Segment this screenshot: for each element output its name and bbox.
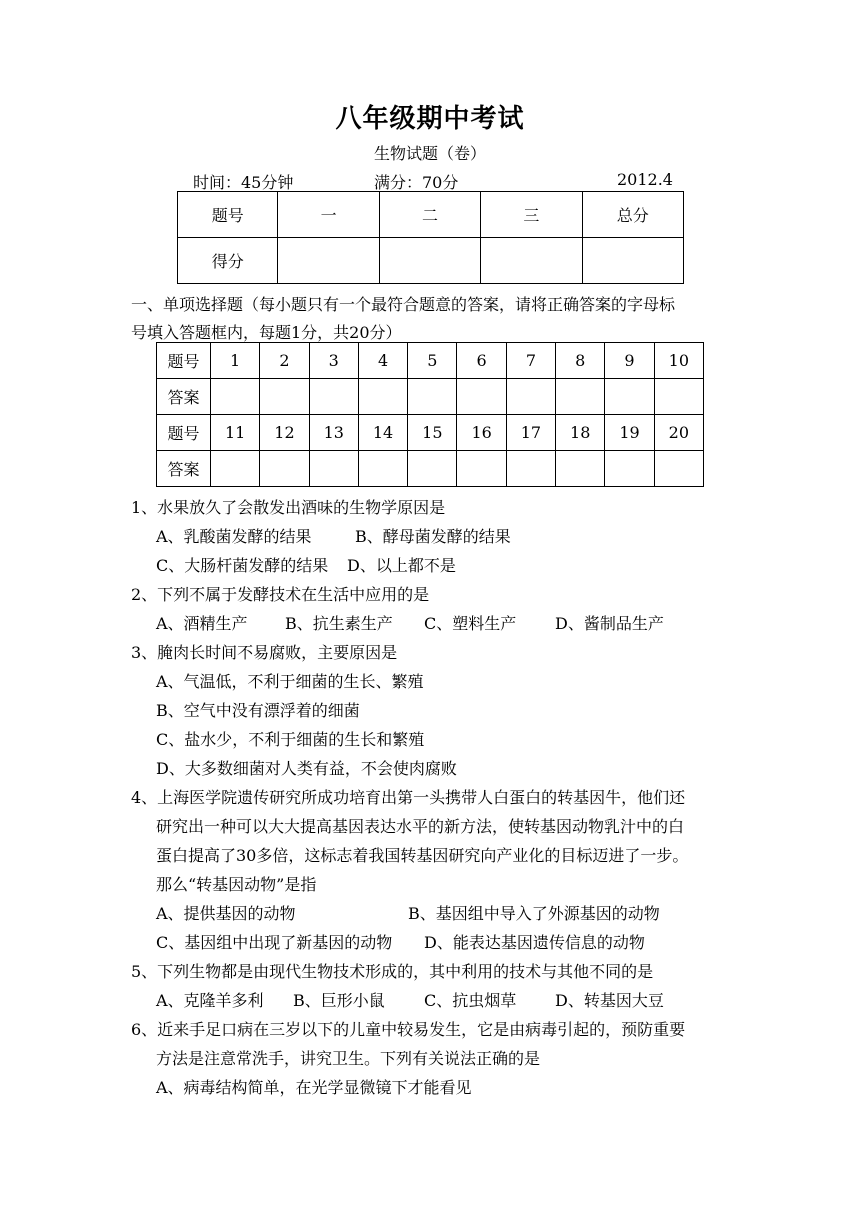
score-table-header-cell: 二 [379, 192, 480, 238]
question-number-cell: 5 [408, 343, 457, 379]
question-5-option-c: C、抗虫烟草 [424, 991, 517, 1010]
score-table-header-cell: 一 [278, 192, 379, 238]
question-4-stem-line3: 蛋白提高了30多倍，这标志着我国转基因研究向产业化的目标迈进了一步。 [156, 846, 689, 865]
answer-cell[interactable] [457, 451, 506, 487]
page-subtitle: 生物试题（卷） [373, 144, 486, 163]
answer-cell[interactable] [260, 451, 309, 487]
answer-cell[interactable] [654, 379, 703, 415]
answer-cell[interactable] [605, 451, 654, 487]
exam-full-score: 满分：70分 [374, 173, 459, 192]
exam-date: 2012.4 [617, 170, 673, 189]
question-4-option-d: D、能表达基因遗传信息的动物 [424, 933, 645, 952]
score-cell[interactable] [481, 238, 582, 284]
question-5-stem: 5、下列生物都是由现代生物技术形成的，其中利用的技术与其他不同的是 [131, 962, 654, 981]
answer-cell[interactable] [211, 451, 260, 487]
score-table-header-cell: 题号 [178, 192, 278, 238]
answer-cell[interactable] [556, 451, 605, 487]
question-number-cell: 4 [358, 343, 407, 379]
page-title: 八年级期中考试 [335, 104, 525, 134]
question-number-cell: 6 [457, 343, 506, 379]
answer-cell[interactable] [358, 379, 407, 415]
answer-table-answer-row [157, 451, 704, 487]
question-number-cell: 12 [260, 415, 309, 451]
question-number-cell: 15 [408, 415, 457, 451]
answer-cell[interactable] [211, 379, 260, 415]
answer-table [156, 342, 704, 487]
answer-cell[interactable] [309, 379, 358, 415]
question-2-option-b: B、抗生素生产 [285, 614, 393, 633]
question-4-stem-line4: 那么“转基因动物”是指 [156, 875, 317, 894]
section-instructions-line2: 号填入答题框内，每题1分，共20分） [131, 323, 402, 342]
question-number-cell: 16 [457, 415, 506, 451]
answer-row-label: 题号 [157, 415, 211, 451]
answer-cell[interactable] [654, 451, 703, 487]
question-3-option-c: C、盐水少，不利于细菌的生长和繁殖 [156, 730, 425, 749]
question-number-cell: 1 [211, 343, 260, 379]
answer-cell[interactable] [358, 451, 407, 487]
answer-row-label: 答案 [157, 451, 211, 487]
answer-cell[interactable] [260, 379, 309, 415]
question-number-cell: 9 [605, 343, 654, 379]
question-5-option-d: D、转基因大豆 [555, 991, 664, 1010]
score-label: 得分 [178, 238, 278, 284]
question-1-stem: 1、水果放久了会散发出酒味的生物学原因是 [131, 498, 446, 517]
question-2-stem: 2、下列不属于发酵技术在生活中应用的是 [131, 585, 430, 604]
answer-table-number-row [157, 343, 704, 379]
question-5-option-b: B、巨形小鼠 [293, 991, 385, 1010]
question-number-cell: 11 [211, 415, 260, 451]
answer-cell[interactable] [605, 379, 654, 415]
answer-cell[interactable] [408, 451, 457, 487]
score-cell[interactable] [582, 238, 683, 284]
answer-cell[interactable] [556, 379, 605, 415]
answer-cell[interactable] [506, 451, 555, 487]
question-number-cell: 3 [309, 343, 358, 379]
question-number-cell: 17 [506, 415, 555, 451]
question-number-cell: 13 [309, 415, 358, 451]
score-table-header-cell: 总分 [582, 192, 683, 238]
exam-time: 时间：45分钟 [193, 173, 294, 192]
score-table [177, 191, 684, 284]
answer-cell[interactable] [309, 451, 358, 487]
question-3-option-a: A、气温低，不利于细菌的生长、繁殖 [156, 672, 424, 691]
score-cell[interactable] [379, 238, 480, 284]
question-4-option-b: B、基因组中导入了外源基因的动物 [408, 904, 660, 923]
question-5-option-a: A、克隆羊多利 [156, 991, 264, 1010]
question-6-option-a: A、病毒结构简单，在光学显微镜下才能看见 [156, 1078, 472, 1097]
score-table-header-cell: 三 [481, 192, 582, 238]
question-number-cell: 10 [654, 343, 703, 379]
question-4-stem-line1: 4、上海医学院遗传研究所成功培育出第一头携带人白蛋白的转基因牛，他们还 [131, 788, 686, 807]
answer-table-answer-row [157, 379, 704, 415]
question-number-cell: 20 [654, 415, 703, 451]
question-4-option-c: C、基因组中出现了新基因的动物 [156, 933, 393, 952]
question-1-option-d: D、以上都不是 [347, 556, 456, 575]
answer-cell[interactable] [408, 379, 457, 415]
question-2-option-c: C、塑料生产 [424, 614, 517, 633]
answer-cell[interactable] [506, 379, 555, 415]
question-number-cell: 19 [605, 415, 654, 451]
question-2-option-a: A、酒精生产 [156, 614, 248, 633]
score-cell[interactable] [278, 238, 379, 284]
question-3-option-d: D、大多数细菌对人类有益，不会使肉腐败 [156, 759, 457, 778]
question-3-stem: 3、腌肉长时间不易腐败，主要原因是 [131, 643, 398, 662]
answer-table-number-row [157, 415, 704, 451]
question-1-option-c: C、大肠杆菌发酵的结果 [156, 556, 329, 575]
question-4-stem-line2: 研究出一种可以大大提高基因表达水平的新方法，使转基因动物乳汁中的白 [156, 817, 685, 836]
score-table-score-row [178, 238, 684, 284]
question-6-stem-line2: 方法是注意常洗手，讲究卫生。下列有关说法正确的是 [156, 1049, 541, 1068]
question-number-cell: 2 [260, 343, 309, 379]
question-6-stem-line1: 6、近来手足口病在三岁以下的儿童中较易发生，它是由病毒引起的，预防重要 [131, 1020, 686, 1039]
question-number-cell: 18 [556, 415, 605, 451]
question-number-cell: 7 [506, 343, 555, 379]
section-instructions-line1: 一、单项选择题（每小题只有一个最符合题意的答案，请将正确答案的字母标 [131, 295, 676, 314]
answer-cell[interactable] [457, 379, 506, 415]
question-number-cell: 8 [556, 343, 605, 379]
question-1-option-b: B、酵母菌发酵的结果 [355, 527, 511, 546]
score-table-header-row [178, 192, 684, 238]
question-2-option-d: D、酱制品生产 [555, 614, 664, 633]
question-1-option-a: A、乳酸菌发酵的结果 [156, 527, 312, 546]
question-3-option-b: B、空气中没有漂浮着的细菌 [156, 701, 360, 720]
answer-row-label: 答案 [157, 379, 211, 415]
question-number-cell: 14 [358, 415, 407, 451]
question-4-option-a: A、提供基因的动物 [156, 904, 296, 923]
answer-row-label: 题号 [157, 343, 211, 379]
